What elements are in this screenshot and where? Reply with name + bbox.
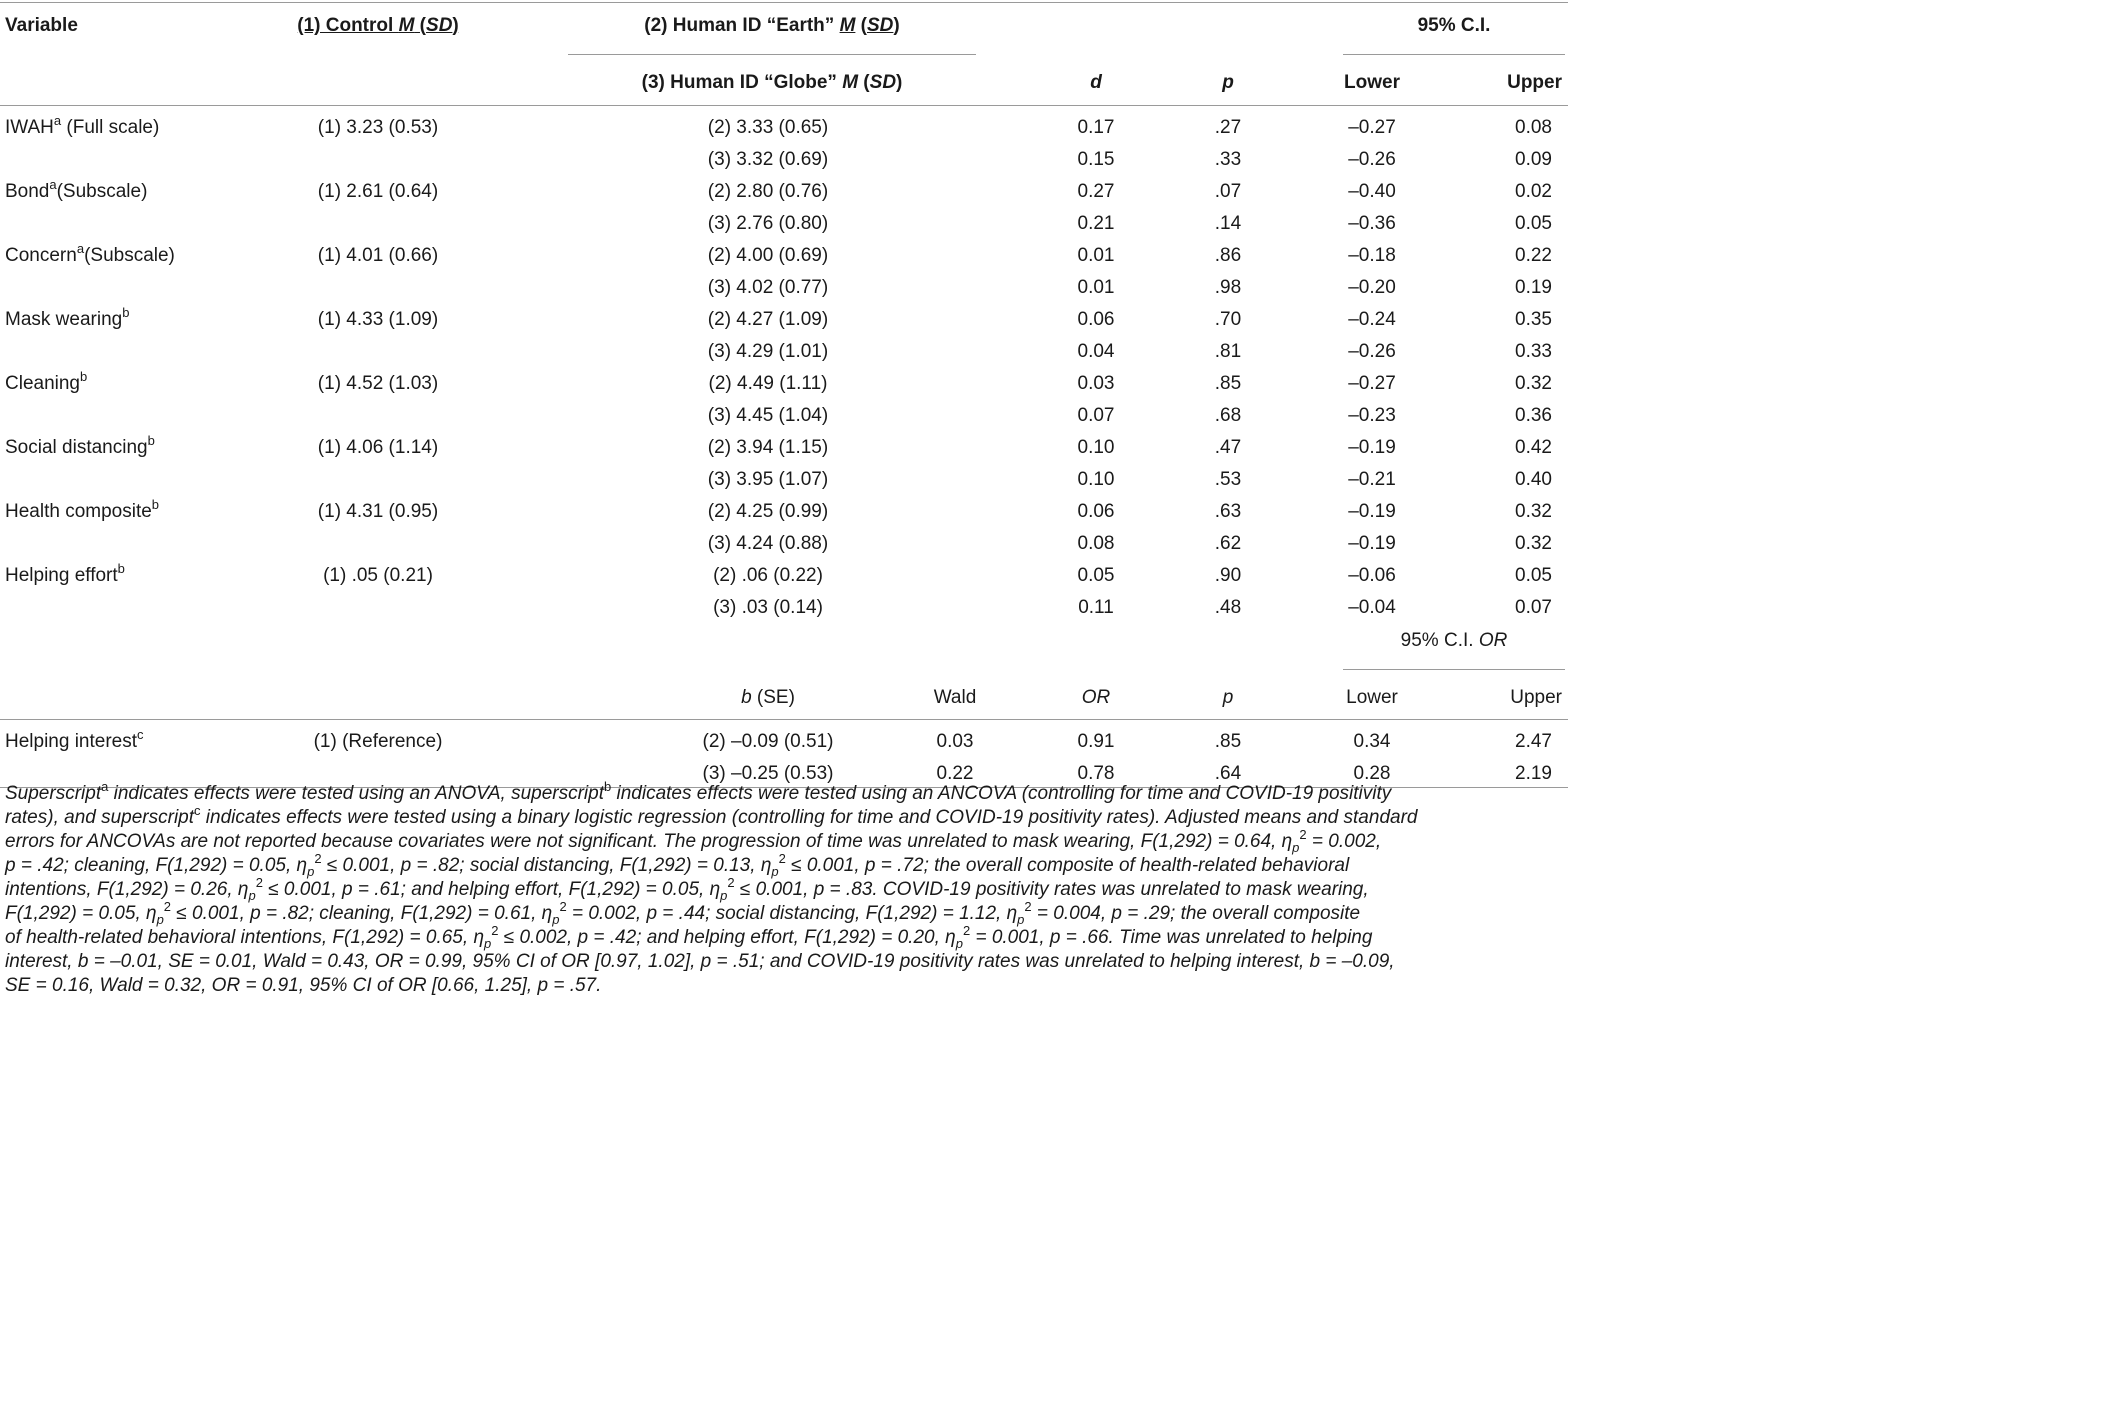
header-globe-label: (3) Human ID “Globe” bbox=[641, 72, 843, 93]
helping-interest-label bbox=[5, 726, 144, 754]
row-ci-upper: 0.19 bbox=[1515, 277, 1552, 298]
header2-se: (SE) bbox=[751, 687, 795, 708]
row-control-value: (1) 4.31 (0.95) bbox=[317, 501, 439, 522]
helping-row3-upper: 2.19 bbox=[1515, 763, 1552, 784]
header-earth-label: (2) Human ID “Earth” bbox=[644, 15, 840, 36]
row-ci-upper: 0.36 bbox=[1515, 405, 1552, 426]
row-d-value: 0.21 bbox=[1077, 213, 1115, 234]
row-ci-lower: –0.27 bbox=[1348, 373, 1396, 394]
row-label-suffix: (Subscale) bbox=[56, 181, 148, 202]
header-upper: Upper bbox=[1507, 72, 1562, 93]
eta-symbol: $\eta_p^2$ bbox=[146, 898, 172, 927]
row-label-sup: b bbox=[151, 496, 160, 512]
row-label bbox=[5, 240, 175, 268]
row-d-value: 0.10 bbox=[1077, 469, 1115, 490]
row-label-sup: a bbox=[53, 112, 62, 128]
row-ci-lower: –0.06 bbox=[1348, 565, 1396, 586]
table-footnote: Superscript$^a$ indicates effects were tested using an ANOVA, superscript$^b$ indicates effects were tested using an ANCOVA (controlling for time and COVID-19 positivity rates), and superscript$^c$ indicates effects were tested using a binary logistic regression (controlling for time and COVID-19 positivity rates). Adjusted means and standard errors for ANCOVAs are not reported because covariates were not significant. The progression of time was unrelated to mask wearing, F(1,292) = 0.64, $\eta_p^2 = 0.002$, p = .42; cleaning, F(1,292) = 0.05, $\eta_p^2 \le 0.001$, p = .82; social distancing, F(1,292) = 0.13, $\eta_p^2 \le 0.001$, p = .72; the overall composite of health-related behavioral intentions, F(1,292) = 0.26, $\eta_p^2 \le 0.001$, p = .61; and helping effort, F(1,292) = 0.05, $\eta_p^2 \le 0.001$, p = .83. COVID-19 positivity rates was unrelated to mask wearing, F(1,292) = 0.05, $\eta_p^2 \le 0.001$, p = .82; cleaning, F(1,292) = 0.61, $\eta_p^2 = 0.002$, p = .44; social distancing, F(1,292) = 1.12, $\eta_p^2 = 0.004$, p = .29; the overall composite of health-related behavioral intentions, F(1,292) = 0.65, $\eta_p^2 \le 0.002$, p = .42; and helping effort, F(1,292) = 0.20, $\eta_p^2 = 0.001$, p = .66. Time was unrelated to helping interest, b = –0.01, SE = 0.01, Wald = 0.43, OR = 0.99, 95% CI of OR [0.97, 1.02], p = .51; and COVID-19 positivity rates was unrelated to helping interest, b = –0.09, SE = 0.16, Wald = 0.32, OR = 0.91, 95% CI of OR [0.66, 1.25], p = .57. bbox=[5, 778, 1418, 996]
header-variable: Variable bbox=[5, 15, 78, 36]
helping-interest-text: Helping interest bbox=[5, 731, 138, 752]
row-treatment-value: (3) 4.02 (0.77) bbox=[707, 277, 829, 298]
row-p-value: .90 bbox=[1214, 565, 1242, 586]
row-ci-lower: –0.04 bbox=[1348, 597, 1396, 618]
row-label-sup: a bbox=[49, 176, 57, 192]
row-label-sup: b bbox=[117, 560, 125, 576]
header-control-label: (1) Control bbox=[297, 15, 399, 36]
row-label-text: Helping effort bbox=[5, 565, 118, 586]
helping-row3-lower: 0.28 bbox=[1353, 763, 1391, 784]
row-ci-upper: 0.05 bbox=[1515, 213, 1552, 234]
row-ci-upper: 0.32 bbox=[1515, 373, 1552, 394]
row-label bbox=[5, 560, 125, 588]
row-label-text: Health composite bbox=[5, 501, 152, 522]
eta-symbol: $\eta_p^2$ bbox=[945, 922, 971, 951]
row-ci-lower: –0.24 bbox=[1348, 309, 1396, 330]
row-treatment-value: (2) 3.94 (1.15) bbox=[707, 437, 829, 458]
row-p-value: .68 bbox=[1214, 405, 1242, 426]
row-ci-lower: –0.19 bbox=[1348, 533, 1396, 554]
row-p-value: .62 bbox=[1214, 533, 1242, 554]
header2-wald: Wald bbox=[933, 687, 977, 708]
row-label-text: Bond bbox=[5, 181, 50, 202]
header-globe-sd: SD bbox=[869, 72, 897, 93]
row-ci-upper: 0.32 bbox=[1515, 533, 1552, 554]
row-ci-upper: 0.40 bbox=[1515, 469, 1552, 490]
row-p-value: .81 bbox=[1214, 341, 1242, 362]
row-treatment-value: (2) 4.27 (1.09) bbox=[707, 309, 829, 330]
row-control-value: (1) 4.06 (1.14) bbox=[317, 437, 439, 458]
row-p-value: .27 bbox=[1214, 117, 1242, 138]
row-treatment-value: (2) .06 (0.22) bbox=[713, 565, 823, 586]
row-ci-upper: 0.35 bbox=[1515, 309, 1552, 330]
helping-row2-upper: 2.47 bbox=[1515, 731, 1552, 752]
row-control-value: (1) 4.33 (1.09) bbox=[317, 309, 439, 330]
ci-or-underline-rule bbox=[1343, 669, 1565, 670]
helping-row2-lower: 0.34 bbox=[1353, 731, 1391, 752]
header-control: (1) Control M (SD) bbox=[297, 15, 459, 36]
header-globe: (3) Human ID “Globe” M (SD) bbox=[641, 72, 903, 93]
header2-ci-or-or: OR bbox=[1478, 630, 1508, 651]
header2-or: OR bbox=[1081, 687, 1111, 708]
row-p-value: .53 bbox=[1214, 469, 1242, 490]
row-treatment-value: (3) 2.76 (0.80) bbox=[707, 213, 829, 234]
header-p: p bbox=[1222, 72, 1234, 93]
header2-b: b bbox=[741, 687, 752, 708]
row-control-value: (1) 3.23 (0.53) bbox=[317, 117, 439, 138]
row-d-value: 0.10 bbox=[1077, 437, 1115, 458]
helping-row3-p: .64 bbox=[1214, 763, 1242, 784]
row-d-value: 0.08 bbox=[1077, 533, 1115, 554]
ci-underline-rule bbox=[1343, 54, 1565, 55]
row-ci-lower: –0.36 bbox=[1348, 213, 1396, 234]
eta-symbol: $\eta_p^2$ bbox=[1006, 898, 1032, 927]
helping-interest-sup: c bbox=[137, 726, 144, 742]
helping-row2-wald: 0.03 bbox=[936, 731, 974, 752]
header2-upper: Upper bbox=[1510, 687, 1562, 708]
row-control-value: (1) 2.61 (0.64) bbox=[317, 181, 439, 202]
row-d-value: 0.07 bbox=[1077, 405, 1115, 426]
eta-symbol: $\eta_p^2$ bbox=[1281, 826, 1307, 855]
row-d-value: 0.01 bbox=[1077, 277, 1115, 298]
header2-p: p bbox=[1222, 687, 1234, 708]
header-lower: Lower bbox=[1344, 72, 1400, 93]
row-treatment-value: (2) 4.25 (0.99) bbox=[707, 501, 829, 522]
row-label bbox=[5, 304, 130, 332]
eta-symbol: $\eta_p^2$ bbox=[237, 874, 263, 903]
row-ci-upper: 0.42 bbox=[1515, 437, 1552, 458]
helping-row2-or: 0.91 bbox=[1077, 731, 1115, 752]
row-label-sup: b bbox=[147, 432, 155, 448]
row-treatment-value: (3) 4.29 (1.01) bbox=[707, 341, 829, 362]
row-ci-lower: –0.20 bbox=[1348, 277, 1396, 298]
row-label-suffix: (Subscale) bbox=[84, 245, 175, 266]
row-label bbox=[5, 496, 160, 524]
header2-ci-or-label: 95% C.I. bbox=[1400, 630, 1479, 651]
row-label-sup: a bbox=[76, 240, 85, 256]
helping-control: (1) (Reference) bbox=[313, 731, 443, 752]
header-bottom-rule bbox=[0, 105, 1568, 106]
row-p-value: .14 bbox=[1214, 213, 1242, 234]
row-treatment-value: (3) 4.45 (1.04) bbox=[707, 405, 829, 426]
row-control-value: (1) 4.52 (1.03) bbox=[317, 373, 439, 394]
row-d-value: 0.11 bbox=[1078, 597, 1114, 618]
row-ci-upper: 0.33 bbox=[1515, 341, 1552, 362]
row-ci-lower: –0.23 bbox=[1348, 405, 1396, 426]
row-ci-lower: –0.21 bbox=[1348, 469, 1396, 490]
row-label-sup: b bbox=[122, 304, 130, 320]
row-d-value: 0.06 bbox=[1077, 501, 1115, 522]
row-p-value: .47 bbox=[1214, 437, 1242, 458]
row-p-value: .86 bbox=[1214, 245, 1242, 266]
top-rule bbox=[0, 2, 1568, 3]
header-earth: (2) Human ID “Earth” M (SD) bbox=[644, 15, 900, 36]
row-ci-lower: –0.26 bbox=[1348, 149, 1396, 170]
helping-row3-wald: 0.22 bbox=[936, 763, 974, 784]
row-ci-upper: 0.09 bbox=[1515, 149, 1552, 170]
header2-ci-or bbox=[1343, 629, 1565, 653]
row-d-value: 0.15 bbox=[1077, 149, 1115, 170]
row-ci-upper: 0.32 bbox=[1515, 501, 1552, 522]
row-label-text: Mask wearing bbox=[5, 309, 123, 330]
row-treatment-value: (3) 4.24 (0.88) bbox=[707, 533, 829, 554]
row-ci-lower: –0.19 bbox=[1348, 437, 1396, 458]
row-p-value: .98 bbox=[1214, 277, 1242, 298]
row-p-value: .48 bbox=[1214, 597, 1242, 618]
row-ci-lower: –0.27 bbox=[1348, 117, 1396, 138]
eta-symbol: $\eta_p^2$ bbox=[541, 898, 567, 927]
row-p-value: .70 bbox=[1214, 309, 1242, 330]
row-d-value: 0.01 bbox=[1077, 245, 1115, 266]
eta-symbol: $\eta_p^2$ bbox=[709, 874, 735, 903]
row-label-text: IWAH bbox=[5, 117, 54, 138]
row-treatment-value: (3) 3.32 (0.69) bbox=[707, 149, 829, 170]
eta-symbol: $\eta_p^2$ bbox=[760, 850, 786, 879]
row-d-value: 0.05 bbox=[1077, 565, 1115, 586]
row-label bbox=[5, 368, 88, 396]
header-control-m: M bbox=[398, 15, 415, 36]
row-p-value: .07 bbox=[1214, 181, 1242, 202]
row-ci-lower: –0.19 bbox=[1348, 501, 1396, 522]
row-ci-upper: 0.08 bbox=[1515, 117, 1552, 138]
row-ci-upper: 0.05 bbox=[1515, 565, 1552, 586]
row-ci-upper: 0.07 bbox=[1515, 597, 1552, 618]
row-label-text: Cleaning bbox=[5, 373, 80, 394]
row-treatment-value: (3) 3.95 (1.07) bbox=[707, 469, 829, 490]
row-label-text: Social distancing bbox=[5, 437, 148, 458]
row-label bbox=[5, 112, 160, 140]
helping-row2-val: (2) –0.09 (0.51) bbox=[702, 731, 834, 752]
row-ci-lower: –0.40 bbox=[1348, 181, 1396, 202]
eta-symbol: $\eta_p^2$ bbox=[296, 850, 322, 879]
row-ci-upper: 0.02 bbox=[1515, 181, 1552, 202]
row-d-value: 0.04 bbox=[1077, 341, 1115, 362]
row-control-value: (1) 4.01 (0.66) bbox=[317, 245, 439, 266]
header-globe-m: M bbox=[842, 72, 859, 93]
header-d: d bbox=[1090, 72, 1102, 93]
header-ci: 95% C.I. bbox=[1417, 15, 1491, 36]
row-p-value: .63 bbox=[1214, 501, 1242, 522]
row-treatment-value: (2) 4.00 (0.69) bbox=[707, 245, 829, 266]
row-label bbox=[5, 176, 148, 204]
row-p-value: .33 bbox=[1214, 149, 1242, 170]
header-earth-m: M bbox=[839, 15, 856, 36]
header-control-sd: SD bbox=[426, 15, 453, 36]
row-label bbox=[5, 432, 155, 460]
row-p-value: .85 bbox=[1214, 373, 1242, 394]
row-label-text: Concern bbox=[5, 245, 77, 266]
row-ci-lower: –0.18 bbox=[1348, 245, 1396, 266]
header-earth-sd: SD bbox=[867, 15, 894, 36]
row-treatment-value: (2) 2.80 (0.76) bbox=[707, 181, 829, 202]
row-treatment-value: (3) .03 (0.14) bbox=[713, 597, 823, 618]
header2-bse bbox=[668, 686, 868, 710]
helping-row2-p: .85 bbox=[1214, 731, 1242, 752]
eta-symbol: $\eta_p^2$ bbox=[473, 922, 499, 951]
header2-lower: Lower bbox=[1346, 687, 1398, 708]
header2-bottom-rule bbox=[0, 719, 1568, 720]
helping-row3-val: (3) –0.25 (0.53) bbox=[702, 763, 834, 784]
row-control-value: (1) .05 (0.21) bbox=[323, 565, 433, 586]
row-d-value: 0.03 bbox=[1077, 373, 1115, 394]
row-treatment-value: (2) 3.33 (0.65) bbox=[707, 117, 829, 138]
row-label-sup: b bbox=[80, 368, 88, 384]
row-ci-lower: –0.26 bbox=[1348, 341, 1396, 362]
earth-underline-rule bbox=[568, 54, 976, 55]
row-label-suffix: (Full scale) bbox=[61, 117, 160, 138]
helping-row3-or: 0.78 bbox=[1077, 763, 1115, 784]
row-d-value: 0.27 bbox=[1077, 181, 1115, 202]
row-d-value: 0.06 bbox=[1077, 309, 1115, 330]
row-treatment-value: (2) 4.49 (1.11) bbox=[708, 373, 828, 394]
row-d-value: 0.17 bbox=[1077, 117, 1115, 138]
row-ci-upper: 0.22 bbox=[1515, 245, 1552, 266]
